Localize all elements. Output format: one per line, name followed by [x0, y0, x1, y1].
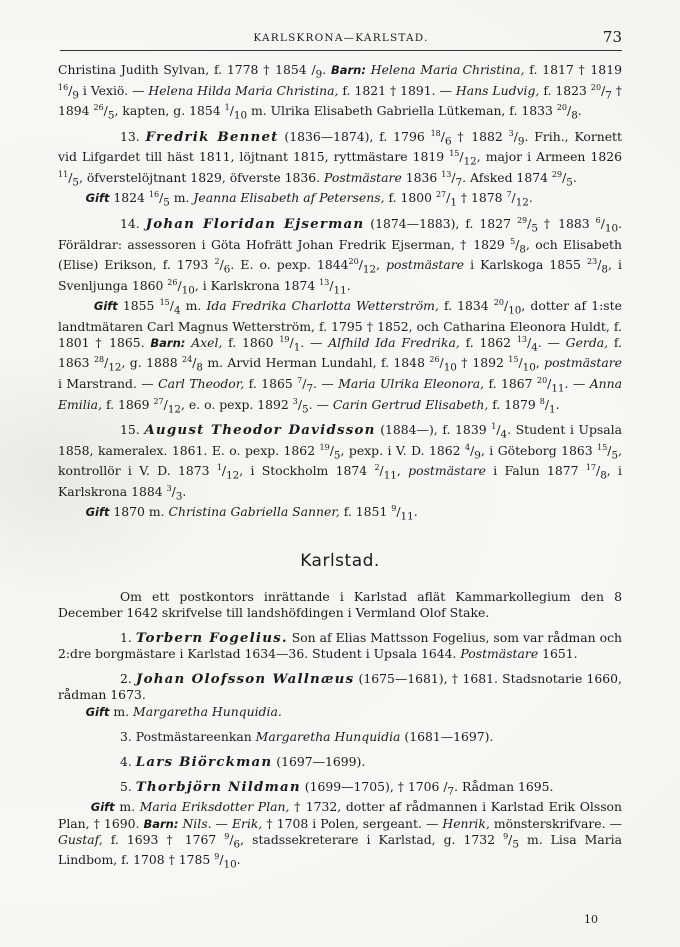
intro-paragraph: Om ett postkontors inrättande i Karlstad aflät Kammarkollegium den 8 December 1642 skrifvelse till landshöfdingen i Vermland Olof Stake.: [58, 589, 622, 621]
page-header: [60, 30, 622, 51]
entry-3: 3. Postmästareenkan Margaretha Hunquidia (1681—1697).: [120, 728, 494, 744]
entry-5-gift: Gift m. Maria Eriksdotter Plan, † 1732, dotter af rådmannen i Karlstad Erik Olsson Plan, † 1690. Barn: Nils. — Erik, † 1708 i Polen, sergeant. — Henrik, mönsterskrifvare. — Gustaf, f. 1693 † 1767 $^9/_6$, stadssekreterare i Karlstad, g. 1732 $^9/_5$ m. Lisa Maria Lindbom, f. 1708 † 1785 $^9/_{10}$.: [58, 799, 622, 871]
entry-5: 5. Thorbjörn Nildman (1699—1705), † 1706 $/_7$. Rådman 1695.: [120, 778, 554, 798]
entry-2-gift: Gift m. Margaretha Hunquidia.: [85, 703, 282, 719]
page-number: 73: [602, 28, 622, 46]
entry-14-gift: Gift 1855 $^{15}/_4$ m. Ida Fredrika Charlotta Wetterström, f. 1834 $^{20}/_{10}$, dotter af 1:ste landtmätaren Carl Magnus Wetterström, f. 1795 † 1852, och Catharina Eleonora Huldt, f. 1801 † 1865. Barn: Axel, f. 1860 $^{19}/_1$. — Alfhild Ida Fredrika, f. 1862 $^{13}/_4$. — Gerda, f. 1863 $^{28}/_{12}$, g. 1888 $^{24}/_8$ m. Arvid Herman Lundahl, f. 1848 $^{26}/_{10}$ † 1892 $^{15}/_{10}$, postmästare i Marstrand. — Carl Theodor, f. 1865 $^7/_7$. — Maria Ulrika Eleonora, f. 1867 $^{20}/_{11}$. — Anna Emilia, f. 1869 $^{27}/_{12}$, e. o. pexp. 1892 $^3/_5$. — Carin Gertrud Elisabeth, f. 1879 $^8/_1$.: [58, 298, 622, 415]
entry-15: 15. August Theodor Davidsson (1884—), f. 1839 $^1/_4$. Student i Upsala 1858, kameralex. 1861. E. o. pexp. 1862 $^{19}/_5$, pexp. i V. D. 1862 $^4/_9$, i Göteborg 1863 $^{15}/_5$, kontrollör i V. D. 1873 $^1/_{12}$, i Stockholm 1874 $^2/_{11}$, postmästare i Falun 1877 $^{17}/_8$, i Karlskrona 1884 $^3/_3$.: [58, 422, 623, 503]
entry-2: 2. Johan Olofsson Wallnæus (1675—1681), † 1681. Stadsnotarie 1660, rådman 1673.: [58, 671, 622, 703]
entry-13-gift: Gift 1824 $^{16}/_5$ m. Jeanna Elisabeth af Petersens, f. 1800 $^{27}/_1$ † 1878 $^7/_{12}$.: [85, 190, 533, 209]
entry-13: 13. Fredrik Bennet (1836—1874), f. 1796 $^{18}/_6$ † 1882 $^3/_9$. Frih., Kornett vid Lifgardet till häst 1811, löjtnant 1815, ryttmästare 1819 $^{15}/_{12}$, major i Armeen 1826 $^{11}/_5$, öfverstelöjtnant 1829, öfverste 1836. Postmästare 1836 $^{13}/_7$. Afsked 1874 $^{29}/_5$.: [58, 128, 623, 189]
entry-1: 1. Torbern Fogelius. Son af Elias Mattsson Fogelius, som var rådman och 2:dre borgmästare i Karlstad 1634—36. Student i Upsala 1644. Postmästare 1651.: [58, 630, 622, 662]
paragraph-continuation: Christina Judith Sylvan, f. 1778 † 1854 $/_9$. Barn: Helena Maria Christina, f. 1817 † 1819 $^{16}/_9$ i Vexiö. — Helena Hilda Maria Christina, f. 1821 † 1891. — Hans Ludvig, f. 1823 $^{20}/_7$ † 1894 $^{26}/_5$, kapten, g. 1854 $^1/_{10}$ m. Ulrika Elisabeth Gabriella Lütkeman, f. 1833 $^{20}/_8$.: [58, 62, 622, 122]
entry-14: 14. Johan Floridan Ejserman (1874—1883), f. 1827 $^{29}/_5$ † 1883 $^6/_{10}$. Föräldrar: assessoren i Göta Hofrätt Johan Fredrik Ejserman, † 1829 $^5/_8$, och Elisabeth (Elise) Erikson, f. 1793 $^2/_6$. E. o. pexp. $1844^{20}/_{12}$, postmästare i Karlskoga 1855 $^{23}/_8$, i Svenljunga 1860 $^{26}/_{10}$, i Karlskrona 1874 $^{13}/_{11}$.: [58, 215, 623, 297]
entry-4: 4. Lars Biörckman (1697—1699).: [120, 753, 366, 770]
body-text: [58, 62, 622, 873]
signature-mark: 10: [584, 913, 598, 926]
section-heading: Karlstad.: [300, 550, 380, 571]
entry-15-gift: Gift 1870 m. Christina Gabriella Sanner, f. 1851 $^9/_{11}$.: [85, 504, 418, 523]
running-title: KARLSKRONA—KARLSTAD.: [253, 32, 429, 44]
